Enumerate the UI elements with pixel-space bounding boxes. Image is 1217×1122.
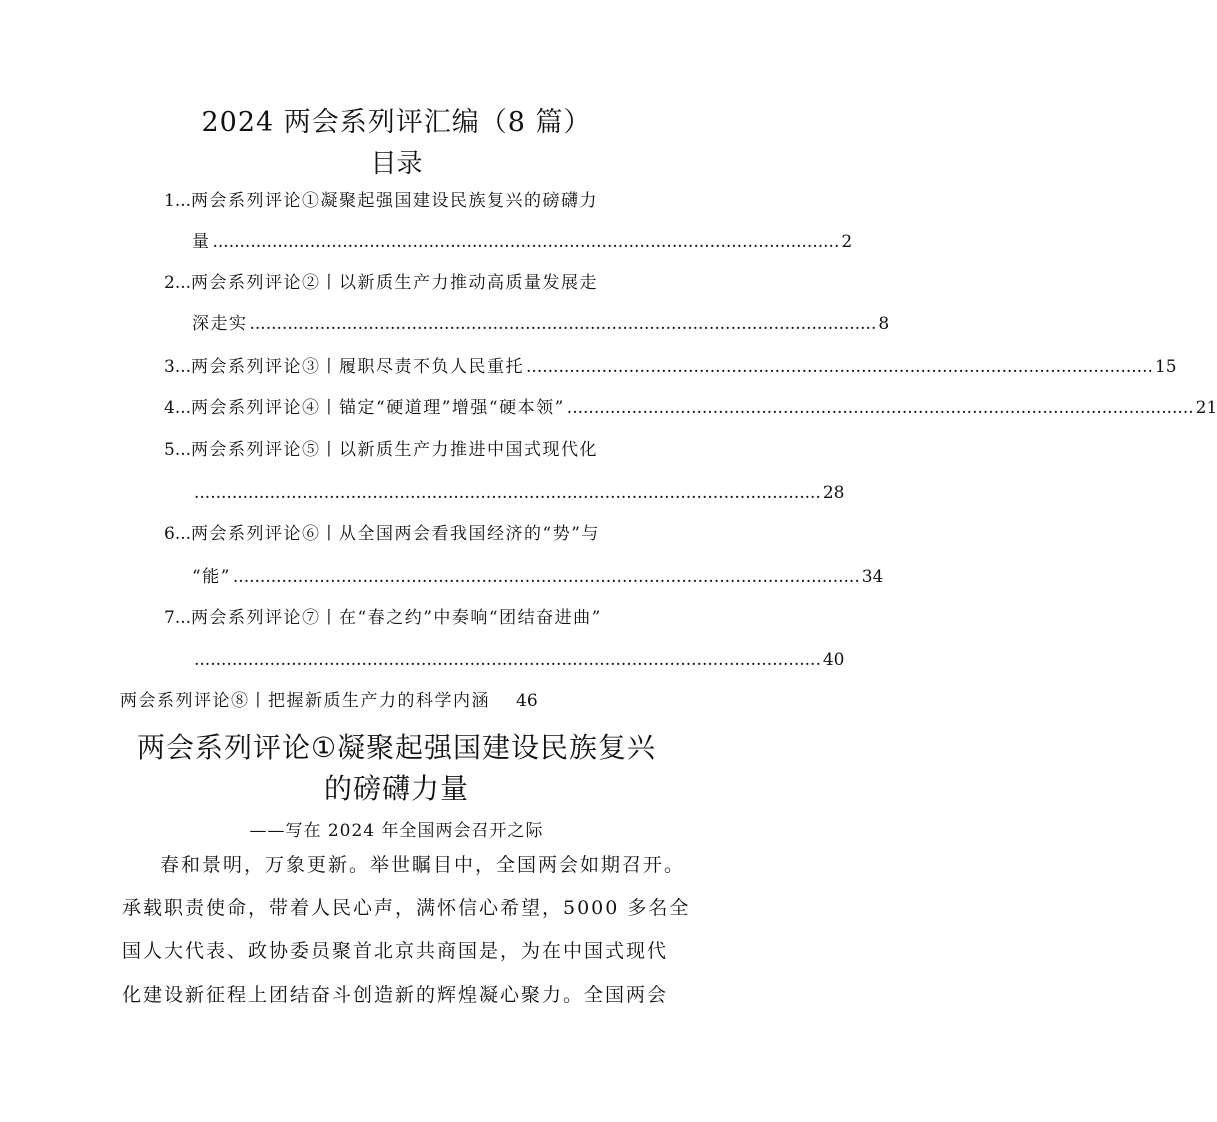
toc-entry-4[interactable] bbox=[164, 395, 1217, 421]
toc-entry-number: 4... bbox=[164, 398, 192, 418]
toc-entry-2-line2[interactable] bbox=[192, 311, 890, 337]
toc-entry-text: 两会系列评论④丨锚定“硬道理”增强“硬本领” bbox=[191, 398, 565, 418]
toc-page-number: 46 bbox=[516, 691, 538, 711]
toc-entry-text: 两会系列评论③丨履职尽责不负人民重托 bbox=[191, 357, 525, 377]
toc-entry-text-cont: 量 bbox=[192, 232, 211, 252]
paragraph-line: 承载职责使命，带着人民心声，满怀信心希望，5000 多名全 bbox=[122, 897, 691, 919]
toc-entry-7-line1[interactable] bbox=[164, 605, 684, 631]
toc-entry-text-cont: 深走实 bbox=[192, 314, 248, 334]
toc-entry-number: 7... bbox=[164, 608, 192, 628]
toc-entry-text: 两会系列评论⑧丨把握新质生产力的科学内涵 bbox=[120, 691, 490, 711]
toc-page-number: 15 bbox=[1154, 357, 1177, 377]
toc-entry-2-line1[interactable] bbox=[164, 270, 684, 296]
toc-heading: 目录 bbox=[370, 149, 423, 179]
toc-page-number: 40 bbox=[822, 650, 845, 670]
toc-entry-text: 两会系列评论⑤丨以新质生产力推进中国式现代化 bbox=[191, 440, 599, 460]
toc-entry-text: 两会系列评论⑥丨从全国两会看我国经济的“势”与 bbox=[191, 524, 600, 544]
paragraph-line: 春和景明，万象更新。举世瞩目中，全国两会如期召开。 bbox=[160, 854, 686, 876]
toc-entry-1-line1[interactable] bbox=[164, 188, 684, 214]
toc-page-number: 8 bbox=[878, 314, 890, 334]
toc-page-number: 28 bbox=[822, 483, 845, 503]
document-title: 2024 两会系列评汇编（8 篇） bbox=[201, 107, 592, 138]
article-subtitle: ——写在 2024 年全国两会召开之际 bbox=[249, 821, 544, 841]
toc-leader-dots: .................................................................................................................... bbox=[194, 650, 821, 670]
toc-page-number: 21 bbox=[1195, 398, 1217, 418]
toc-entry-text: 两会系列评论⑦丨在“春之约”中奏响“团结奋进曲” bbox=[191, 608, 602, 628]
toc-entry-number: 1... bbox=[164, 191, 192, 211]
toc-page-number: 34 bbox=[861, 567, 884, 587]
toc-entry-text: 两会系列评论①凝聚起强国建设民族复兴的磅礴力 bbox=[191, 191, 599, 211]
toc-entry-7-line2[interactable] bbox=[192, 647, 845, 673]
toc-leader-dots: .................................................................................................................... bbox=[194, 483, 821, 503]
toc-entry-text: 两会系列评论②丨以新质生产力推动高质量发展走 bbox=[191, 273, 599, 293]
toc-leader-dots: .................................................................................................................... bbox=[232, 567, 860, 587]
toc-entry-3[interactable] bbox=[164, 354, 1177, 380]
toc-page-number: 2 bbox=[841, 232, 853, 252]
toc-leader-dots: .................................................................................................................... bbox=[526, 357, 1153, 377]
toc-leader-dots: .................................................................................................................... bbox=[249, 314, 877, 334]
toc-entry-number: 2... bbox=[164, 273, 192, 293]
toc-entry-number: 5... bbox=[164, 440, 192, 460]
toc-entry-5-line2[interactable] bbox=[192, 480, 845, 506]
toc-entry-1-line2[interactable] bbox=[192, 229, 853, 255]
toc-entry-number: 6... bbox=[164, 524, 192, 544]
toc-entry-6-line2[interactable] bbox=[192, 564, 884, 590]
paragraph-line: 国人大代表、政协委员聚首北京共商国是，为在中国式现代 bbox=[122, 940, 669, 962]
toc-entry-number: 3... bbox=[164, 357, 192, 377]
toc-entry-8[interactable] bbox=[120, 686, 538, 711]
article-title-line2: 的磅礴力量 bbox=[323, 772, 469, 805]
toc-leader-dots: .................................................................................................................... bbox=[212, 232, 840, 252]
article-title-line1: 两会系列评论①凝聚起强国建设民族复兴 bbox=[136, 731, 657, 764]
toc-entry-5-line1[interactable] bbox=[164, 437, 684, 463]
toc-entry-6-line1[interactable] bbox=[164, 521, 684, 547]
toc-entry-text-cont: “能” bbox=[192, 567, 231, 587]
toc-leader-dots: .................................................................................................................... bbox=[566, 398, 1194, 418]
paragraph-line: 化建设新征程上团结奋斗创造新的辉煌凝心聚力。全国两会 bbox=[122, 984, 669, 1006]
